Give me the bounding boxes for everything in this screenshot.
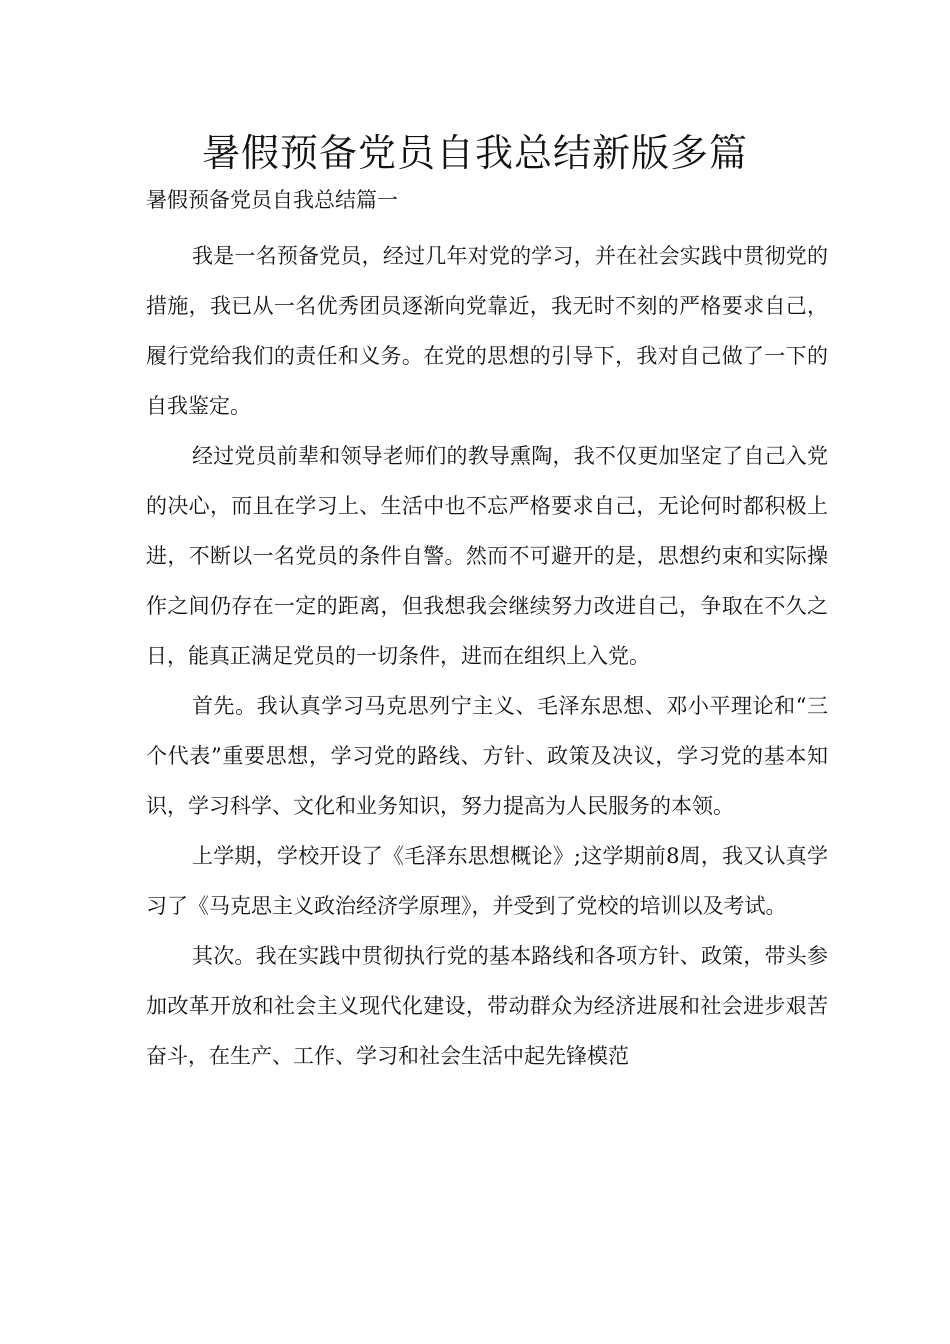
paragraph-4: 上学期，学校开设了《毛泽东思想概论》;这学期前8周，我又认真学习了《马克思主义政治经济学原理》，并受到了党校的培训以及考试。	[146, 844, 828, 918]
paragraph-2: 经过党员前辈和领导老师们的教导熏陶，我不仅更加坚定了自己入党的决心，而且在学习上、生活中也不忘严格要求自己，无论何时都积极上进，不断以一名党员的条件自警。然而不可避开的是，思想约束和实际操作之间仍存在一定的距离，但我想我会继续努力改进自己，争取在不久之日，能真正满足党员的一切条件，进而在组织上入党。	[146, 444, 828, 668]
document-title: 暑假预备党员自我总结新版多篇	[201, 131, 748, 175]
paragraph-1: 我是一名预备党员，经过几年对党的学习，并在社会实践中贯彻党的措施，我已从一名优秀团员逐渐向党靠近，我无时不刻的严格要求自己，履行党给我们的责任和义务。在党的思想的引导下，我对自己做了一下的自我鉴定。	[146, 244, 828, 418]
document-body	[146, 231, 828, 1081]
paragraph-3: 首先。我认真学习马克思列宁主义、毛泽东思想、邓小平理论和“三个代表”重要思想，学习党的路线、方针、政策及决议，学习党的基本知识，学习科学、文化和业务知识，努力提高为人民服务的本领。	[146, 694, 828, 818]
paragraph-5: 其次。我在实践中贯彻执行党的基本路线和各项方针、政策，带头参加改革开放和社会主义现代化建设，带动群众为经济进展和社会进步艰苦奋斗，在生产、工作、学习和社会生活中起先锋模范	[146, 944, 828, 1068]
section-heading: 暑假预备党员自我总结篇一	[146, 188, 398, 212]
